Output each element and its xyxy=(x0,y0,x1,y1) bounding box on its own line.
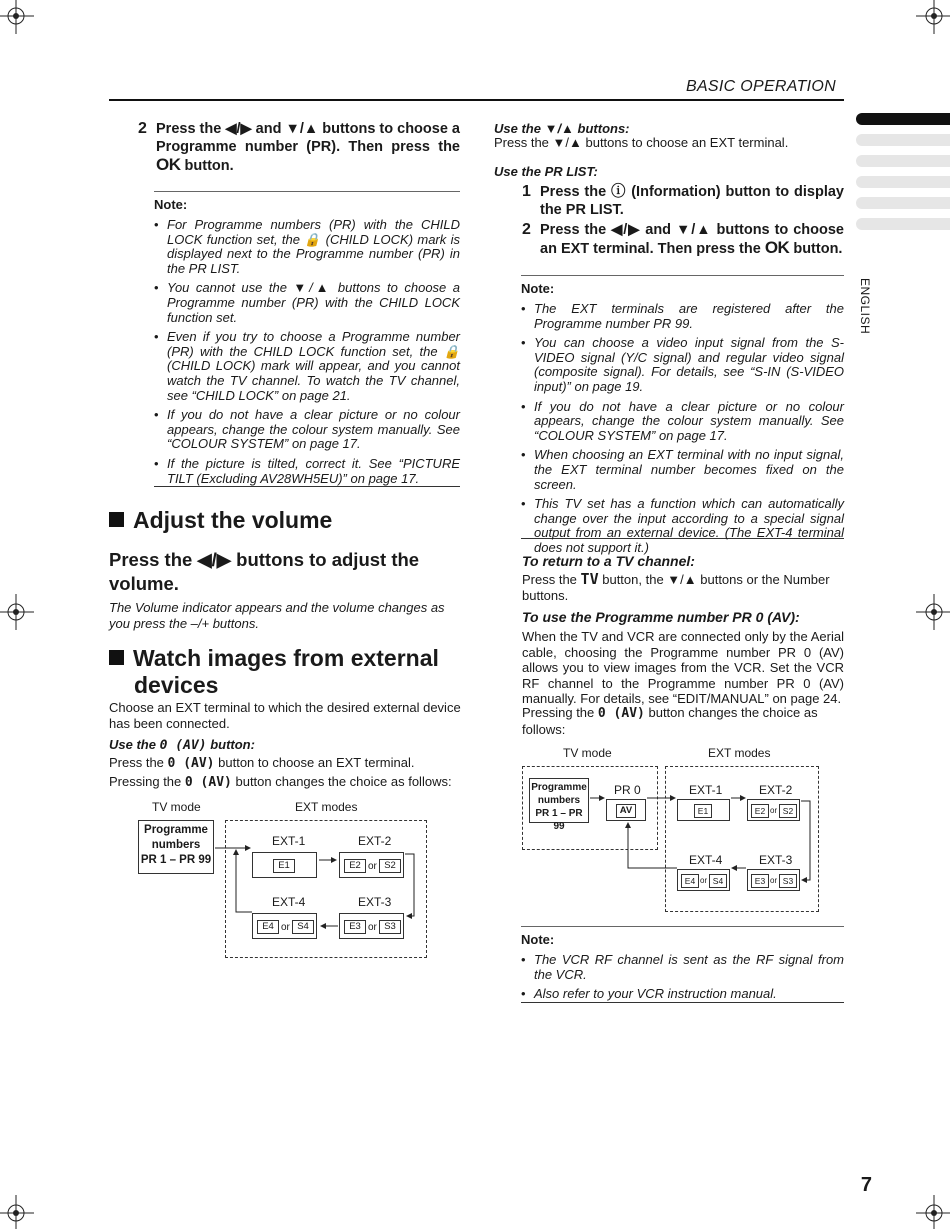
volume-description: The Volume indicator appears and the volume changes as you press the –/+ buttons. xyxy=(109,600,445,631)
ext4-box xyxy=(252,913,317,939)
note-item: • Also refer to your VCR instruction manual. xyxy=(521,987,844,1002)
return-tv-text: Press the TV button, the ▼/▲ buttons or the Number buttons. xyxy=(522,570,830,603)
e1-button-glyph: E1 xyxy=(694,804,712,818)
ext4-label: EXT-4 xyxy=(689,853,723,867)
ext2-box xyxy=(339,852,404,878)
note-title: Note: xyxy=(521,932,555,947)
note-item: • If you do not have a clear picture or no colour appears, change the colour system manually. See “COLOUR SYSTEM” on page 17. xyxy=(521,400,844,444)
registration-mark-icon xyxy=(916,1195,950,1229)
page-number: 7 xyxy=(860,1174,872,1196)
ext2-label: EXT-2 xyxy=(759,783,793,797)
registration-mark-icon xyxy=(916,594,950,630)
av-button-glyph: 0 (AV) xyxy=(597,706,645,721)
step-number: 2 xyxy=(138,120,147,137)
return-tv-title: To return to a TV channel: xyxy=(522,553,695,569)
or-label: or xyxy=(770,876,778,885)
square-bullet-icon xyxy=(109,650,124,665)
e4-button-glyph: E4 xyxy=(257,920,279,934)
section-tabs xyxy=(856,113,950,239)
pr0-pressing-text: Pressing the 0 (AV) button changes the choice as follows: xyxy=(522,705,818,737)
av-button-glyph: 0 (AV) xyxy=(184,775,232,790)
ext2-label: EXT-2 xyxy=(358,834,392,848)
ext3-box xyxy=(747,869,800,891)
note-title: Note: xyxy=(521,281,555,296)
or-label: or xyxy=(368,922,377,933)
section-tab xyxy=(856,155,950,167)
subheading-adjust-volume: Press the ◀/▶ buttons to adjust the volume. xyxy=(109,549,420,594)
ext3-label: EXT-3 xyxy=(358,895,392,909)
s2-button-glyph: S2 xyxy=(779,804,797,818)
ext-modes-frame xyxy=(665,766,819,912)
note-item: • The VCR RF channel is sent as the RF signal from the VCR. xyxy=(521,953,844,982)
pr0-text: When the TV and VCR are connected only by the Aerial cable, choosing the Programme number PR 0 (AV) allows you to view images from the VCR. Set the VCR RF channel to the Programme number PR 0 (AV) manually. For details, see “EDIT/MANUAL” on page 24. xyxy=(522,629,844,706)
or-label: or xyxy=(368,861,377,872)
note-item: • Even if you try to choose a Programme number (PR) with the CHILD LOCK function set, the 🔒 (CHILD LOCK) mark will appear, and you cannot watch the TV channel. To watch the TV channel, see “CHILD LOCK” on page 21. xyxy=(154,330,460,403)
section-tab xyxy=(856,197,950,209)
tv-button-glyph: TV xyxy=(580,570,599,588)
s4-button-glyph: S4 xyxy=(709,874,727,888)
e3-button-glyph: E3 xyxy=(751,874,769,888)
section-title: BASIC OPERATION xyxy=(685,78,836,95)
e4-button-glyph: E4 xyxy=(681,874,699,888)
left-step-2 xyxy=(138,120,460,175)
s2-button-glyph: S2 xyxy=(379,859,401,873)
ext-modes-label: EXT modes xyxy=(708,746,771,760)
tv-mode-label: TV mode xyxy=(563,746,612,760)
registration-mark-icon xyxy=(0,0,34,34)
ext1-box xyxy=(677,799,730,821)
tv-mode-frame xyxy=(522,766,658,850)
av-button-glyph: 0 (AV) xyxy=(167,756,215,771)
right-note-box xyxy=(521,275,844,555)
step-text-tail: button. xyxy=(184,158,234,174)
ext3-box xyxy=(339,913,404,939)
tv-mode-label: TV mode xyxy=(152,800,201,814)
ext-modes-label: EXT modes xyxy=(295,800,358,814)
square-bullet-icon xyxy=(109,512,124,527)
external-intro: Choose an EXT terminal to which the desired external device has been connected. xyxy=(109,700,461,731)
note-item: • You can choose a video input signal from the S-VIDEO signal (Y/C signal) and regular video signal (composite signal). For details, see “S-IN (S-VIDEO input)” on page 19. xyxy=(521,336,844,394)
step-text: Press the ⓘ (Information) button to display the PR LIST. xyxy=(540,184,844,218)
pressing-av-text: Pressing the 0 (AV) button changes the choice as follows: xyxy=(109,774,452,790)
note-item: • If the picture is tilted, correct it. See “PICTURE TILT (Excluding AV28WH5EU)” on page 17. xyxy=(154,457,460,486)
press-av-text: Press the 0 (AV) button to choose an EXT terminal. xyxy=(109,755,415,771)
note-list xyxy=(154,218,460,486)
e2-button-glyph: E2 xyxy=(751,804,769,818)
step-number: 2 xyxy=(522,221,531,238)
use-prlist-label: Use the PR LIST: xyxy=(494,164,598,179)
heading-adjust-volume: Adjust the volume xyxy=(109,507,469,534)
ok-button-glyph: OK xyxy=(156,155,181,174)
use-av-label: Use the 0 (AV) button: xyxy=(109,737,255,753)
note-item: • This TV set has a function which can automatically change over the input according to a special signal output from an external device. (The EXT-4 terminal does not support it.) xyxy=(521,497,844,555)
or-label: or xyxy=(770,806,778,815)
ext3-label: EXT-3 xyxy=(759,853,793,867)
heading-external-devices: Watch images from external devices xyxy=(109,645,469,699)
header-rule xyxy=(109,99,844,101)
s3-button-glyph: S3 xyxy=(379,920,401,934)
ext1-label: EXT-1 xyxy=(689,783,723,797)
use-arrows-desc: Press the ▼/▲ buttons to choose an EXT terminal. xyxy=(494,135,789,150)
note-list xyxy=(521,302,844,556)
note-item: • For Programme numbers (PR) with the CHILD LOCK function set, the 🔒 (CHILD LOCK) mark is displayed next to the Programme number (PR) in the PR LIST. xyxy=(154,218,460,276)
left-note-box xyxy=(154,191,460,487)
right-step-2: 2 Press the ◀/▶ and ▼/▲ buttons to choose an EXT terminal. Then press the OK button. xyxy=(522,221,844,257)
pr0-label: PR 0 xyxy=(614,783,641,797)
note-title: Note: xyxy=(154,197,188,212)
right-note-box-2 xyxy=(521,926,844,1003)
or-label: or xyxy=(281,922,290,933)
pr0-box xyxy=(606,799,646,821)
ext2-box xyxy=(747,799,800,821)
section-tab xyxy=(856,218,950,230)
section-tab xyxy=(856,176,950,188)
step-number: 1 xyxy=(522,183,531,200)
right-step-1 xyxy=(522,183,844,219)
ext1-box xyxy=(252,852,317,878)
pr0-title: To use the Programme number PR 0 (AV): xyxy=(522,609,800,625)
step-text: Press the ◀/▶ and ▼/▲ buttons to choose a Programme number (PR). Then press the xyxy=(156,121,460,155)
note-item: • You cannot use the ▼/▲ buttons to choose a Programme number (PR) with the CHILD LOCK function set. xyxy=(154,281,460,325)
e2-button-glyph: E2 xyxy=(344,859,366,873)
registration-mark-icon xyxy=(0,594,34,630)
note-list xyxy=(521,953,844,1002)
language-label: ENGLISH xyxy=(858,278,872,335)
or-label: or xyxy=(700,876,708,885)
ext1-label: EXT-1 xyxy=(272,834,306,848)
ok-button-glyph: OK xyxy=(764,238,790,257)
section-tab-active xyxy=(856,113,950,125)
ext4-label: EXT-4 xyxy=(272,895,306,909)
note-item: • If you do not have a clear picture or no colour appears, change the colour system manually. See “COLOUR SYSTEM” on page 17. xyxy=(154,408,460,452)
av-button-glyph: 0 (AV) xyxy=(159,738,207,753)
programme-numbers-box: Programme numbers PR 1 – PR 99 xyxy=(529,778,589,823)
registration-mark-icon xyxy=(916,0,950,34)
e1-button-glyph: E1 xyxy=(273,859,295,873)
s4-button-glyph: S4 xyxy=(292,920,314,934)
programme-numbers-box: Programme numbers PR 1 – PR 99 xyxy=(138,820,214,874)
note-item: • When choosing an EXT terminal with no input signal, the EXT terminal number becomes fixed on the screen. xyxy=(521,448,844,492)
ext-modes-frame xyxy=(225,820,427,958)
ext4-box xyxy=(677,869,730,891)
e3-button-glyph: E3 xyxy=(344,920,366,934)
registration-mark-icon xyxy=(0,1195,34,1229)
section-tab xyxy=(856,134,950,146)
note-item: • The EXT terminals are registered after the Programme number PR 99. xyxy=(521,302,844,331)
av-button-glyph: AV xyxy=(616,804,636,818)
use-arrows-label: Use the ▼/▲ buttons: xyxy=(494,121,630,136)
s3-button-glyph: S3 xyxy=(779,874,797,888)
